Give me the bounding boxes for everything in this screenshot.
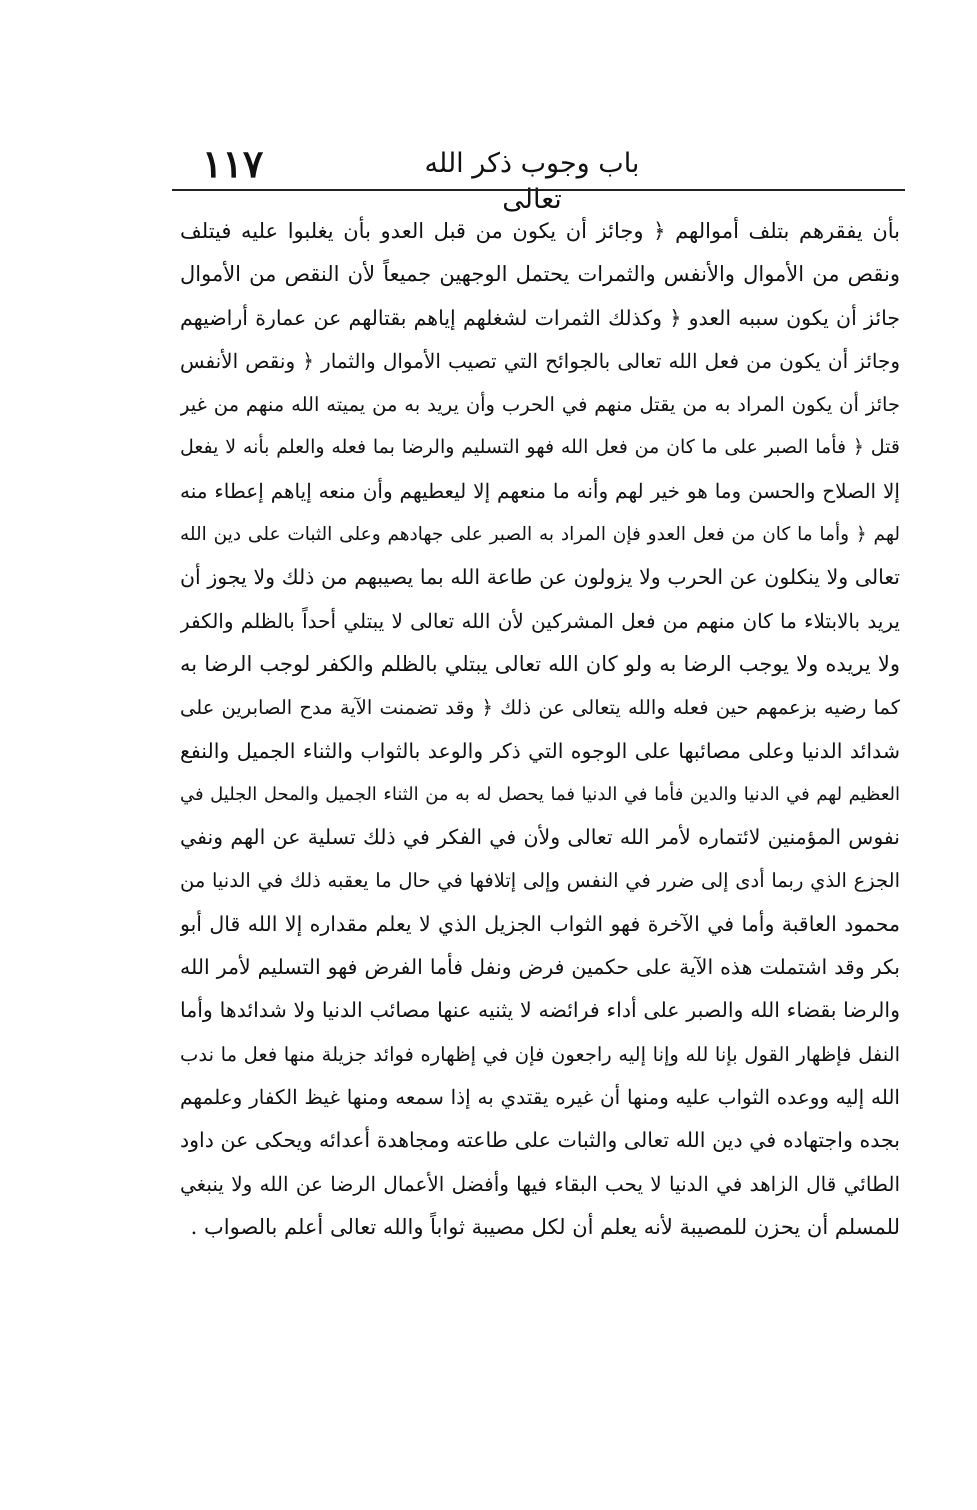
text-line: تعالى ولا ينكلون عن الحرب ولا يزولون عن طاعة الله بما يصيبهم من ذلك ولا يجوز أن [180, 565, 900, 590]
text-line: قتل ﴿ فأما الصبر على ما كان من فعل الله فهو التسليم والرضا بما فعله والعلم بأنه لا يفعل [180, 436, 900, 459]
text-line: الجزع الذي ربما أدى إلى ضرر في النفس وإلى إتلافها في حال ما يعقبه ذلك في الدنيا من [180, 869, 900, 893]
text-line-last: للمسلم أن يحزن للمصيبة لأنه يعلم أن لكل مصيبة ثواباً والله تعالى أعلم بالصواب . [190, 1214, 900, 1239]
text-line: وجائز أن يكون من فعل الله تعالى بالجوائح التي تصيب الأموال والثمار ﴿ ونقص الأنفس [180, 348, 900, 373]
text-line: الطائي قال الزاهد في الدنيا لا يحب البقاء فيها وأفضل الأعمال الرضا عن الله ولا ينبغي [180, 1171, 900, 1196]
header-rule [172, 189, 905, 191]
text-line: ولا يريده ولا يوجب الرضا به ولو كان الله تعالى يبتلي بالظلم والكفر لوجب الرضا به [180, 651, 900, 676]
text-line: شدائد الدنيا وعلى مصائبها على الوجوه التي ذكر والوعد بالثواب والثناء الجميل والنفع [180, 738, 900, 763]
text-line: والرضا بقضاء الله والصبر على أداء فرائضه لا يثنيه عنها مصائب الدنيا ولا شدائدها وأما [180, 998, 900, 1023]
body-text [180, 210, 900, 1249]
text-line: إلا الصلاح والحسن وما هو خير لهم وأنه ما منعهم إلا ليعطيهم وأن منعه إياهم إعطاء منه [180, 478, 900, 503]
text-line: الله إليه ووعده الثواب عليه ومنها أن غيره يقتدي به إذا سمعه ومنها غيظ الكفار وعلمهم [180, 1084, 900, 1109]
text-line: بأن يفقرهم بتلف أموالهم ﴿ وجائز أن يكون من قبل العدو بأن يغلبوا عليه فيتلف [180, 219, 900, 243]
text-line: العظيم لهم في الدنيا والدين فأما في الدنيا فما يحصل له به من الثناء الجميل والمحل الجليل في [180, 783, 900, 805]
text-line: نفوس المؤمنين لائتماره لأمر الله تعالى ولأن في الفكر في ذلك تسلية عن الهم ونفي [180, 825, 900, 850]
text-line: النفل فإظهار القول بإنا لله وإنا إليه راجعون فإن في إظهاره فوائد جزيلة منها فعل ما ندب [180, 1042, 900, 1066]
text-line: جائز أن يكون سببه العدو ﴿ وكذلك الثمرات لشغلهم إياهم بقتالهم عن عمارة أراضيهم [180, 305, 900, 330]
text-line: كما رضيه بزعمهم حين فعله والله يتعالى عن ذلك ﴿ وقد تضمنت الآية مدح الصابرين على [180, 696, 900, 720]
page-number: ١١٧ [202, 141, 264, 186]
running-head: باب وجوب ذكر الله تعالى [424, 148, 640, 215]
text-line: ونقص من الأموال والأنفس والثمرات يحتمل الوجهين جميعاً لأن النقص من الأموال [180, 262, 900, 287]
text-line: بكر وقد اشتملت هذه الآية على حكمين فرض ونفل فأما الفرض فهو التسليم لأمر الله [180, 955, 900, 980]
page-header [172, 138, 905, 215]
text-line: لهم ﴿ وأما ما كان من فعل العدو فإن المراد به الصبر على جهادهم وعلى الثبات على دين الله [180, 524, 900, 546]
text-line: بجده واجتهاده في دين الله تعالى والثبات على طاعته ومجاهدة أعدائه ويحكى عن داود [180, 1128, 900, 1153]
text-line: محمود العاقبة وأما في الآخرة فهو الثواب الجزيل الذي لا يعلم مقداره إلا الله قال أبو [180, 911, 900, 936]
text-line: جائز أن يكون المراد به من يقتل منهم في الحرب وأن يريد به من يميته الله منهم من غير [180, 393, 900, 417]
text-line: يريد بالابتلاء ما كان منهم من فعل المشركين لأن الله تعالى لا يبتلي أحداً بالظلم والكفر [180, 608, 900, 633]
